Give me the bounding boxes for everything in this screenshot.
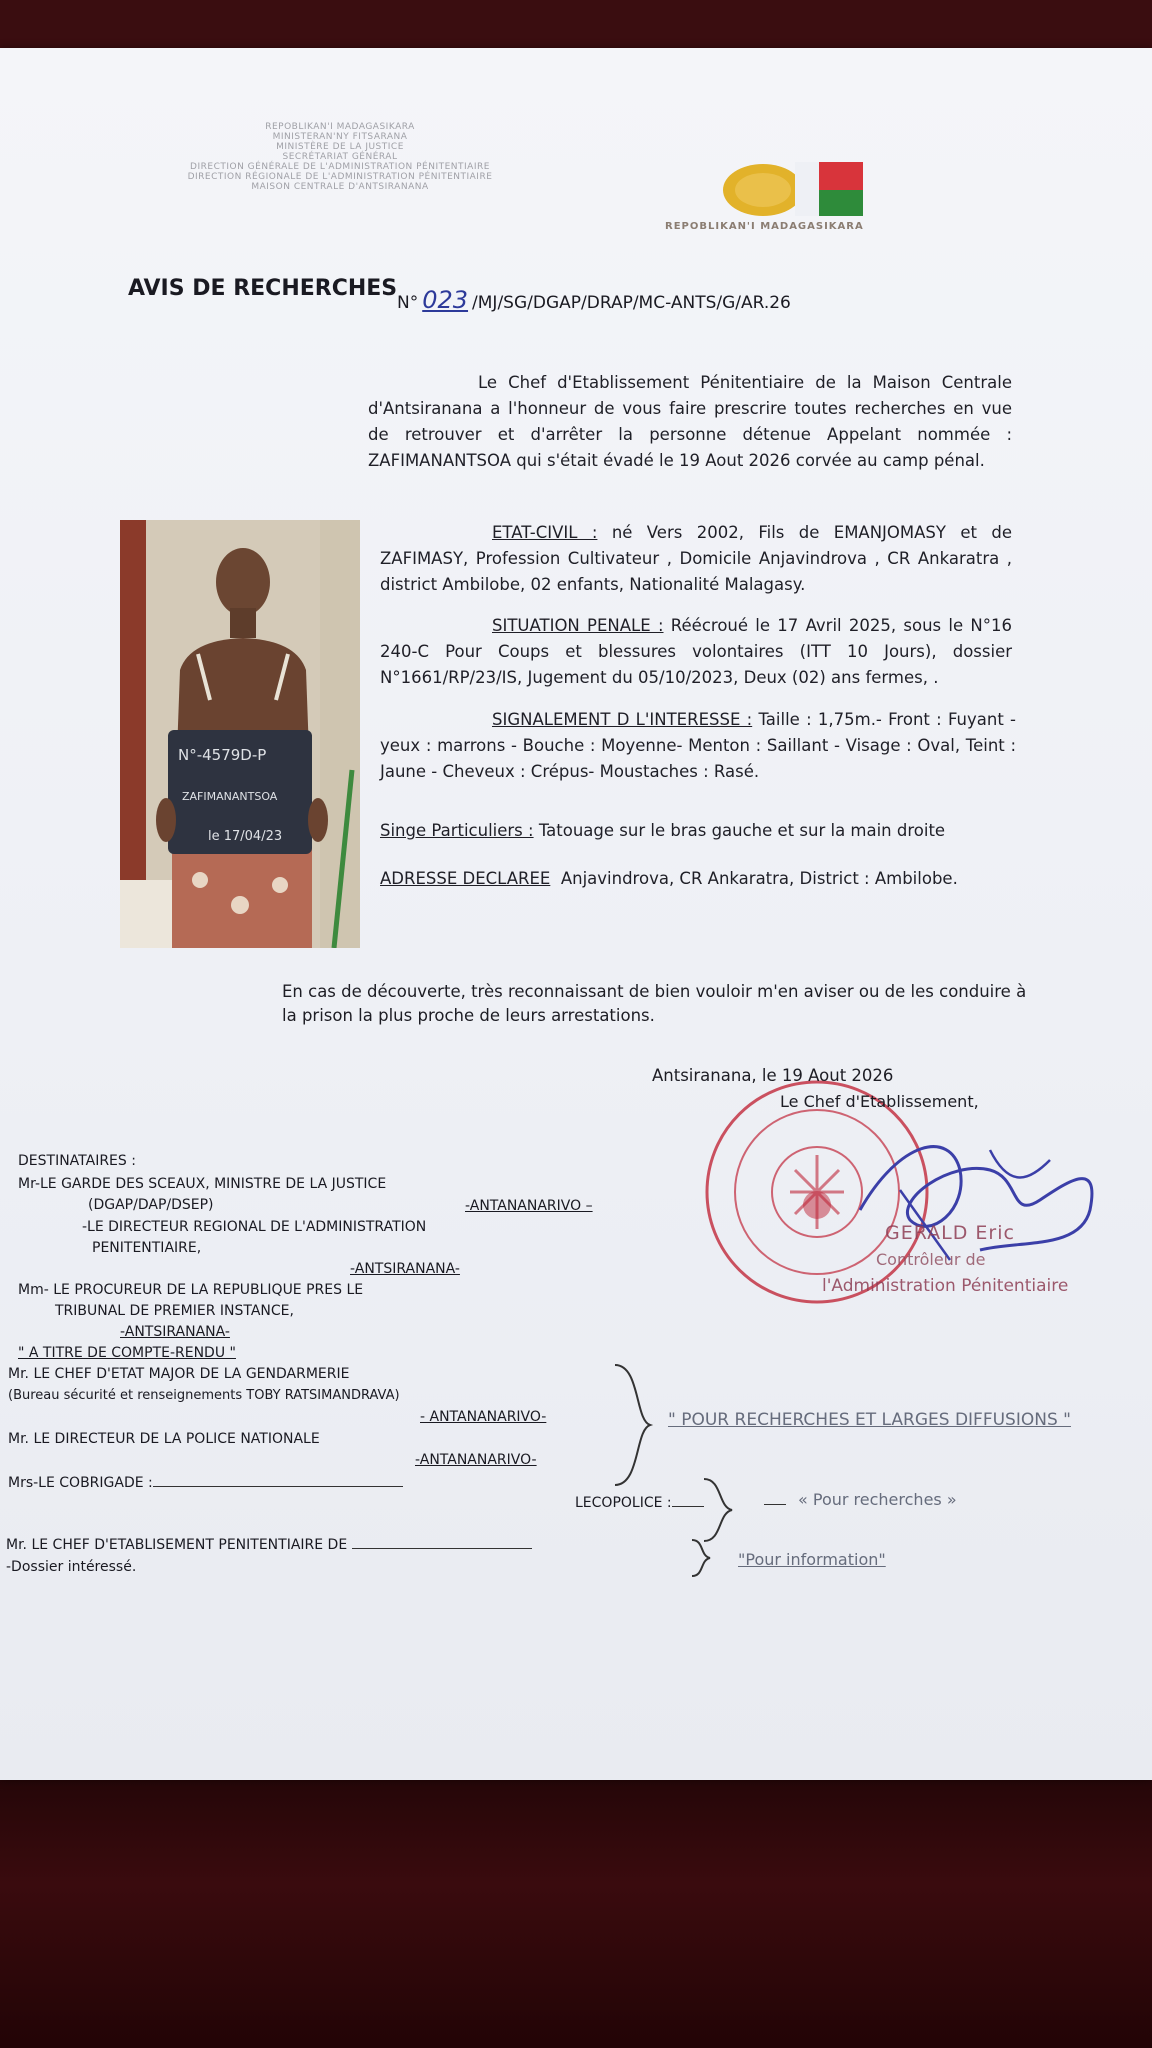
signalement-label: SIGNALEMENT D L'INTERESSE : bbox=[492, 710, 753, 729]
etat-civil-text: né Vers 2002, Fils de EMANJOMASY et de ZAFIMASY, Profession Cultivateur , Domicile Anjavindrova , CR Ankaratra , district Ambilobe, 02 enfants, Nationalité Malagasy. bbox=[380, 523, 1012, 594]
destinataire-city: -ANTANANARIVO – bbox=[465, 1198, 593, 1214]
compte-rendu-label: " A TITRE DE COMPTE-RENDU " bbox=[18, 1345, 236, 1361]
ministry-header bbox=[170, 122, 510, 192]
etat-civil-paragraph bbox=[380, 520, 1012, 598]
ref-prefix: N° bbox=[397, 293, 419, 313]
notice-title: AVIS DE RECHERCHES bbox=[128, 276, 398, 301]
blank-line bbox=[153, 1486, 403, 1487]
destinataire-line: Mm- LE PROCUREUR DE LA REPUBLIQUE PRES LE bbox=[18, 1282, 364, 1298]
destinataire-line: Mr. LE DIRECTEUR DE LA POLICE NATIONALE bbox=[8, 1431, 320, 1447]
dossier-line: -Dossier intéressé. bbox=[6, 1559, 137, 1575]
destinataire-city: -ANTSIRANANA- bbox=[120, 1324, 230, 1340]
slate-text: N°-4579D-P bbox=[178, 746, 267, 764]
header-line: MAISON CENTRALE D'ANTSIRANANA bbox=[251, 182, 429, 192]
signes-label: Singe Particuliers : bbox=[380, 821, 534, 840]
destinataire-line: -LE DIRECTEUR REGIONAL DE L'ADMINISTRATION bbox=[82, 1219, 427, 1235]
situation-penale-label: SITUATION PENALE : bbox=[492, 616, 664, 635]
republic-caption: REPOBLIKAN'I MADAGASIKARA bbox=[665, 221, 864, 232]
cobrigade-label: Mrs-LE COBRIGADE : bbox=[8, 1475, 153, 1491]
destinataire-line: PENITENTIAIRE, bbox=[92, 1240, 202, 1256]
destinataire-line: TRIBUNAL DE PREMIER INSTANCE, bbox=[55, 1303, 294, 1319]
header-line: MINISTÈRE DE LA JUSTICE bbox=[276, 142, 404, 152]
background-bottom bbox=[0, 1775, 1152, 2048]
blank-line bbox=[672, 1506, 704, 1507]
intro-paragraph bbox=[368, 370, 1012, 474]
destinataire-line: (Bureau sécurité et renseignements TOBY RATSIMANDRAVA) bbox=[8, 1388, 400, 1403]
header-line: MINISTERAN'NY FITSARANA bbox=[272, 132, 408, 142]
destinataire-city: -ANTANANARIVO- bbox=[415, 1452, 537, 1468]
header-line: REPOBLIKAN'I MADAGASIKARA bbox=[265, 122, 415, 132]
destinataire-line bbox=[6, 1536, 532, 1555]
place-date: Antsiranana, le 19 Aout 2026 bbox=[652, 1066, 894, 1085]
blank-line bbox=[352, 1548, 532, 1549]
notice-reference bbox=[397, 286, 791, 314]
pour-recherches-label bbox=[764, 1490, 957, 1509]
situation-penale-paragraph bbox=[380, 613, 1012, 691]
signalement-text: Taille : 1,75m.- Front : Fuyant - yeux : marrons - Bouche : Moyenne- Menton : Saillant - Visage : Oval, Teint : Jaune - Cheveux : Crépus- Moustaches : Rasé. bbox=[380, 710, 1016, 781]
adresse-text: Anjavindrova, CR Ankaratra, District : Ambilobe. bbox=[560, 869, 958, 888]
pour-recherches-text: « Pour recherches » bbox=[798, 1490, 957, 1509]
chef-etablissement-label: Mr. LE CHEF D'ETABLISEMENT PENITENTIAIRE DE bbox=[6, 1537, 348, 1553]
destinataire-city: - ANTANANARIVO- bbox=[420, 1409, 547, 1425]
brace-icon bbox=[688, 1536, 718, 1580]
signes-text: Tatouage sur le bras gauche et sur la main droite bbox=[538, 821, 946, 840]
adresse-label: ADRESSE DECLAREE bbox=[380, 869, 551, 888]
adresse-paragraph bbox=[380, 866, 1016, 892]
destinataire-line bbox=[8, 1474, 403, 1493]
intro-text: Le Chef d'Etablissement Pénitentiaire de la Maison Centrale d'Antsiranana a l'honneur de vous faire prescrire toutes recherches en vue de retrouver et d'arrêter la personne détenue Appelant nommée : ZAFIMANANTSOA qui s'était évadé le 19 Aout 2026 corvée au camp pénal. bbox=[368, 373, 1012, 470]
destinataire-line: Mr-LE GARDE DES SCEAUX, MINISTRE DE LA JUSTICE bbox=[18, 1176, 387, 1192]
pour-information-label: "Pour information" bbox=[738, 1550, 886, 1569]
signalement-paragraph bbox=[380, 707, 1016, 785]
signer-title: Contrôleur de bbox=[876, 1250, 986, 1269]
signes-particuliers-paragraph bbox=[380, 818, 1016, 844]
ref-suffix: /MJ/SG/DGAP/DRAP/MC-ANTS/G/AR.26 bbox=[472, 293, 791, 313]
mugshot-photo bbox=[120, 520, 360, 948]
header-line: SECRÉTARIAT GÉNÉRAL bbox=[282, 152, 398, 162]
ref-number: 023 bbox=[422, 286, 469, 314]
situation-penale-text: Réécroué le 17 Avril 2025, sous le N°16 240-C Pour Coups et blessures volontaires (ITT 10 Jours), dossier N°1661/RP/23/IS, Jugement du 05/10/2023, Deux (02) ans fermes, . bbox=[380, 616, 1013, 687]
destinataires-heading: DESTINATAIRES : bbox=[18, 1153, 136, 1169]
brace-icon bbox=[610, 1360, 660, 1490]
slate-text: le 17/04/23 bbox=[208, 829, 283, 844]
header-line: DIRECTION RÉGIONALE DE L'ADMINISTRATION PÉNITENTIAIRE bbox=[187, 172, 493, 182]
signer-title: l'Administration Pénitentiaire bbox=[822, 1276, 1069, 1296]
pour-recherches-larges-label: " POUR RECHERCHES ET LARGES DIFFUSIONS " bbox=[668, 1410, 1071, 1430]
lecopolice-text: LECOPOLICE : bbox=[575, 1495, 672, 1511]
brace-icon bbox=[700, 1475, 740, 1545]
signer-role: Le Chef d'Etablissement, bbox=[780, 1092, 979, 1111]
header-line: DIRECTION GÉNÉRALE DE L'ADMINISTRATION PÉNITENTIAIRE bbox=[190, 162, 490, 172]
blank-line bbox=[764, 1504, 786, 1505]
decouverte-paragraph: En cas de découverte, très reconnaissant de bien vouloir m'en aviser ou de les conduire à la prison la plus proche de leurs arrestations. bbox=[282, 982, 1027, 1025]
destinataire-line: (DGAP/DAP/DSEP) bbox=[88, 1197, 214, 1213]
republic-emblem-icon bbox=[720, 160, 806, 218]
destinataire-line: Mr. LE CHEF D'ETAT MAJOR DE LA GENDARMERIE bbox=[8, 1366, 350, 1382]
slate-text: ZAFIMANANTSOA bbox=[182, 790, 278, 803]
madagascar-flag-icon bbox=[795, 162, 863, 216]
lecopolice-label bbox=[575, 1494, 704, 1513]
signer-name: GERALD Eric bbox=[885, 1222, 1015, 1244]
destinataire-city: -ANTSIRANANA- bbox=[350, 1261, 460, 1277]
etat-civil-label: ETAT-CIVIL : bbox=[492, 523, 598, 542]
